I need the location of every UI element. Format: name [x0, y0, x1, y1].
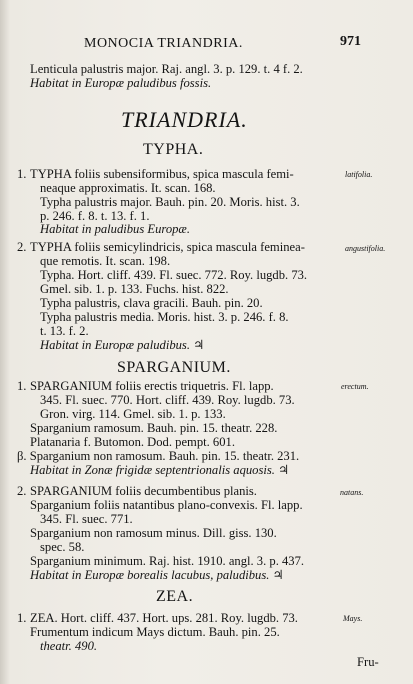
text-line: Sparganium foliis natantibus plano-convexis. Fl. lapp.: [30, 498, 303, 512]
entry-number: 2.: [17, 484, 27, 498]
running-head: MONOCIA TRIANDRIA.: [84, 36, 243, 51]
text-line: β. Sparganium non ramosum. Bauh. pin. 15. theatr. 231.: [17, 449, 300, 463]
genus-heading: ZEA.: [156, 588, 194, 605]
text-line: 345. Fl. suec. 771.: [40, 512, 133, 526]
text-line: neaque approximatis. It. scan. 168.: [40, 181, 216, 195]
text-line: 345. Fl. suec. 770. Hort. cliff. 439. Roy. lugdb. 73.: [40, 393, 295, 407]
text-line: SPARGANIUM foliis erectis triquetris. Fl. lapp.: [30, 379, 274, 393]
entry-number: 1.: [17, 167, 27, 181]
text-line: ZEA. Hort. cliff. 437. Hort. ups. 281. Roy. lugdb. 73.: [30, 611, 298, 625]
entry-number: 1.: [17, 611, 27, 625]
text-line: Lenticula palustris major. Raj. angl. 3. p. 129. t. 4 f. 2.: [30, 62, 303, 76]
text-line: que remotis. It. scan. 198.: [40, 254, 171, 268]
text-line: Typha palustris media. Moris. hist. 3. p. 246. f. 8.: [40, 310, 289, 324]
habitat-line: Habitat in Europæ paludibus fossis.: [30, 76, 212, 90]
entry-number: 1.: [17, 379, 27, 393]
text-line: Sparganium non ramosum minus. Dill. giss. 130.: [30, 526, 277, 540]
text-line: Gmel. sib. 1. p. 133. Fuchs. hist. 822.: [40, 282, 229, 296]
text-line: SPARGANIUM foliis decumbentibus planis.: [30, 484, 257, 498]
text-line: TYPHA foliis subensiformibus, spica mascula femi-: [30, 167, 294, 181]
text-line: p. 246. f. 8. t. 13. f. 1.: [40, 209, 150, 223]
habitat-line: Habitat in paludibus Europæ.: [40, 222, 190, 236]
text-line: t. 13. f. 2.: [40, 324, 89, 338]
habitat-line: Habitat in Europæ borealis lacubus, paludibus. ♃: [30, 568, 284, 582]
text-line: TYPHA foliis semicylindricis, spica mascula feminea-: [30, 240, 305, 254]
species-epithet: erectum.: [341, 382, 369, 391]
text-line: spec. 58.: [40, 540, 85, 554]
section-title: TRIANDRIA.: [121, 107, 248, 132]
text-line: Sparganium minimum. Raj. hist. 1910. angl. 3. p. 437.: [30, 554, 305, 568]
text-line: Frumentum indicum Mays dictum. Bauh. pin. 25.: [30, 625, 280, 639]
catchword: Fru-: [357, 655, 379, 669]
text-line: Platanaria f. Butomon. Dod. pempt. 601.: [30, 435, 235, 449]
text-line: Sparganium ramosum. Bauh. pin. 15. theatr. 228.: [30, 421, 278, 435]
text-line: Typha. Hort. cliff. 439. Fl. suec. 772. Roy. lugdb. 73.: [40, 268, 308, 282]
entry-number: 2.: [17, 240, 27, 254]
species-epithet: angustifolia.: [345, 244, 386, 253]
text-line: Typha palustris major. Bauh. pin. 20. Moris. hist. 3.: [40, 195, 300, 209]
genus-heading: SPARGANIUM.: [117, 359, 231, 376]
habitat-line: Habitat in Europæ paludibus. ♃: [40, 338, 205, 352]
habitat-line: Habitat in Zonæ frigidæ septentrionalis aquosis. ♃: [30, 463, 290, 477]
species-epithet: Mays.: [343, 614, 363, 623]
genus-heading: TYPHA.: [143, 141, 204, 158]
text-line: Gron. virg. 114. Gmel. sib. 1. p. 133.: [40, 407, 226, 421]
text-line: Typha palustris, clava gracili. Bauh. pin. 20.: [40, 296, 263, 310]
text-line: theatr. 490.: [40, 639, 98, 653]
species-epithet: natans.: [340, 488, 364, 497]
page-number: 971: [340, 34, 361, 49]
species-epithet: latifolia.: [345, 170, 373, 179]
